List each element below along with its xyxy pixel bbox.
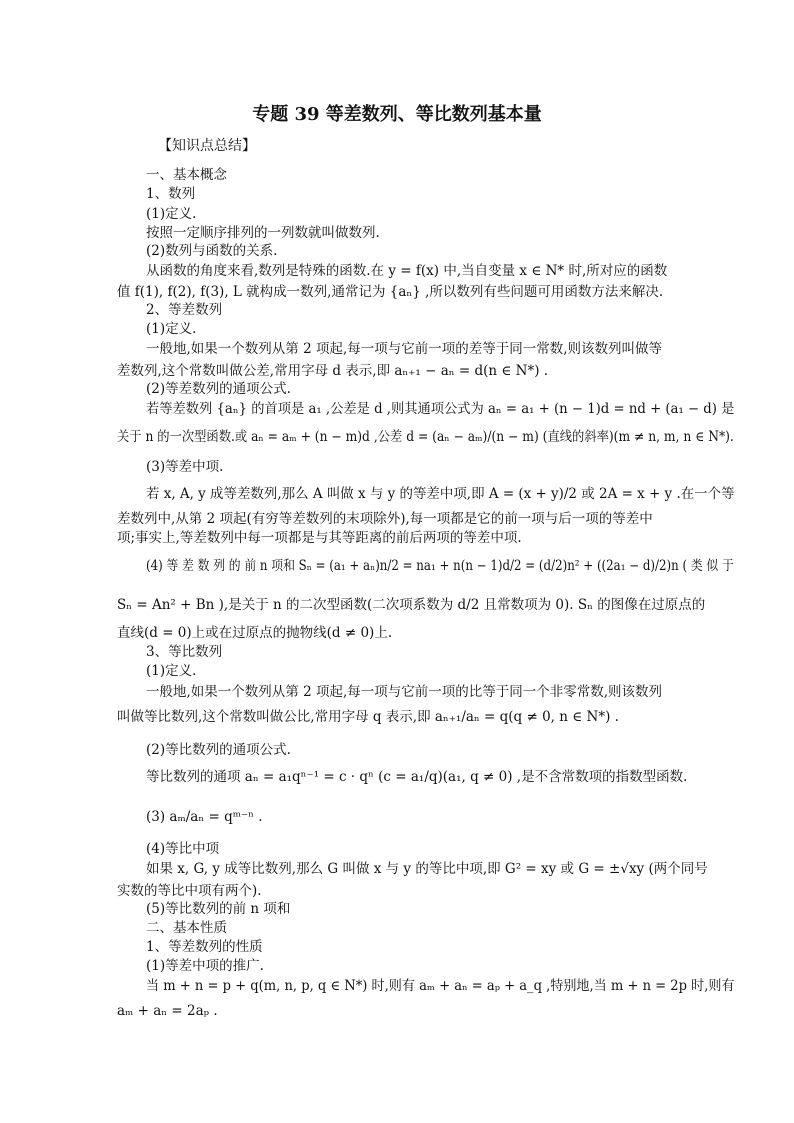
text-line: 二、基本性质: [146, 920, 227, 936]
text-line: (1)定义.: [146, 206, 197, 222]
section-heading: 【知识点总结】: [158, 138, 256, 154]
text-line: (1)定义.: [146, 663, 197, 679]
page-title: 专题 39 等差数列、等比数列基本量: [252, 104, 542, 125]
text-line: 从函数的角度来看,数列是特殊的函数.在 y = f(x) 中,当自变量 x ∈ N* 时,所对应的函数: [146, 263, 668, 279]
text-line: 差数列,这个常数叫做公差,常用字母 d 表示,即 aₙ₊₁ − aₙ = d(n ∈ N*) .: [117, 363, 549, 379]
text-line: 若 x, A, y 成等差数列,那么 A 叫做 x 与 y 的等差中项,即 A = (x + y)/2 或 2A = x + y .在一个等: [146, 486, 735, 502]
text-line: 项;事实上,等差数列中每一项都是与其等距离的前后两项的等差中项.: [117, 530, 522, 546]
text-line: 如果 x, G, y 成等比数列,那么 G 叫做 x 与 y 的等比中项,即 G² = xy 或 G = ±√xy (两个同号: [146, 861, 708, 877]
text-line: (4) 等 差 数 列 的 前 n 项和 Sₙ = (a₁ + aₙ)n/2 = na₁ + n(n − 1)d/2 = (d/2)n² + ((2a₁ − d)/2)n ( 类 似 于: [146, 558, 734, 574]
text-line: 实数的等比中项有两个).: [117, 883, 262, 899]
text-line: Sₙ = An² + Bn ),是关于 n 的二次型函数(二次项系数为 d/2 且常数项为 0). Sₙ 的图像在过原点的: [117, 597, 706, 613]
text-line: 一般地,如果一个数列从第 2 项起,每一项与它前一项的差等于同一常数,则该数列叫做等: [146, 341, 663, 357]
text-line: (3)等差中项.: [146, 459, 224, 475]
text-line: 关于 n 的一次型函数.或 aₙ = aₘ + (n − m)d ,公差 d = (aₙ − aₘ)/(n − m) (直线的斜率)(m ≠ n, m, n ∈ N*).: [117, 429, 734, 445]
text-line: 等比数列的通项 aₙ = a₁qⁿ⁻¹ = c · qⁿ (c = a₁/q)(a₁, q ≠ 0) ,是不含常数项的指数型函数.: [146, 769, 688, 785]
text-line: 叫做等比数列,这个常数叫做公比,常用字母 q 表示,即 aₙ₊₁/aₙ = q(q ≠ 0, n ∈ N*) .: [117, 709, 619, 725]
text-line: 当 m + n = p + q(m, n, p, q ∈ N*) 时,则有 aₘ + aₙ = aₚ + a_q ,特别地,当 m + n = 2p 时,则有: [146, 978, 735, 994]
text-line: 3、等比数列: [146, 644, 223, 660]
text-line: (5)等比数列的前 n 项和: [146, 901, 291, 917]
text-line: (4)等比中项: [146, 841, 220, 857]
text-line: 1、数列: [146, 186, 196, 202]
text-line: 一、基本概念: [146, 167, 227, 183]
text-line: (2)等比数列的通项公式.: [146, 742, 291, 758]
text-line: 按照一定顺序排列的一列数就叫做数列.: [146, 225, 380, 241]
text-line: (1)等差中项的推广.: [146, 958, 264, 974]
text-line: 若等差数列 {aₙ} 的首项是 a₁ ,公差是 d ,则其通项公式为 aₙ = a₁ + (n − 1)d = nd + (a₁ − d) 是: [146, 401, 735, 417]
text-line: (2)等差数列的通项公式.: [146, 381, 291, 397]
text-line: (1)定义.: [146, 321, 197, 337]
text-line: (3) aₘ/aₙ = qᵐ⁻ⁿ .: [146, 809, 263, 825]
text-line: 直线(d = 0)上或在过原点的抛物线(d ≠ 0)上.: [117, 625, 393, 641]
text-line: (2)数列与函数的关系.: [146, 243, 278, 259]
text-line: 差数列中,从第 2 项起(有穷等差数列的末项除外),每一项都是它的前一项与后一项的等差中: [117, 511, 653, 527]
text-line: 2、等差数列: [146, 302, 223, 318]
text-line: aₘ + aₙ = 2aₚ .: [117, 1003, 218, 1019]
text-line: 值 f(1), f(2), f(3), L 就构成一数列,通常记为 {aₙ} ,所以数列有些问题可用函数方法来解决.: [117, 284, 664, 300]
text-line: 1、等差数列的性质: [146, 939, 263, 955]
text-line: 一般地,如果一个数列从第 2 项起,每一项与它前一项的比等于同一个非零常数,则该数列: [146, 684, 663, 700]
